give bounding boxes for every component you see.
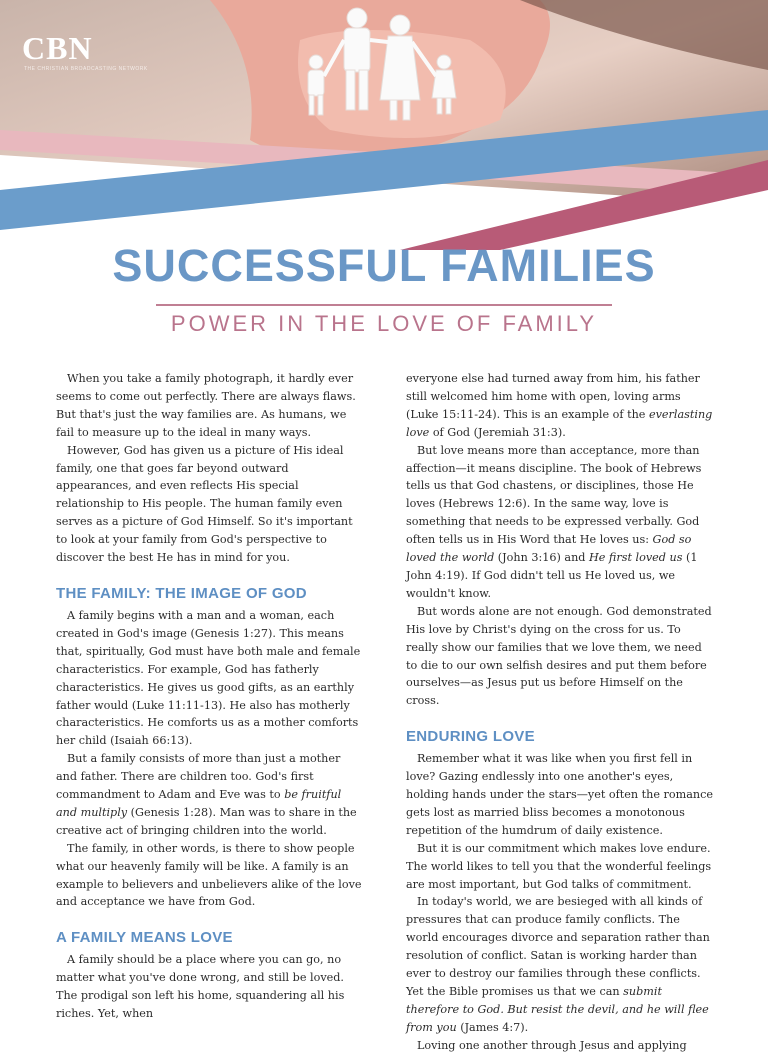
left-column <box>56 370 364 1023</box>
title-divider <box>156 304 612 306</box>
page-subtitle: POWER IN THE LOVE OF FAMILY <box>170 311 598 336</box>
right-column <box>406 370 714 1055</box>
love-paragraph-1: A family should be a place where you can go, no matter what you've done wrong, and still be loved. The prodigal son left his home, squandering all his riches. Yet, when <box>56 953 345 1021</box>
image-paragraph-3: The family, in other words, is there to show people what our heavenly family will be like. A family is an example to believers and unbelievers alike of the love and acceptance we have from God. <box>56 841 362 909</box>
cbn-logo: CBN <box>22 30 93 66</box>
heading-family-means-love: A FAMILY MEANS LOVE <box>56 929 233 947</box>
heading-enduring-love: ENDURING LOVE <box>406 728 535 746</box>
intro-paragraph-2: However, God has given us a picture of His ideal family, one that goes far beyond outward appearances, and even reflects His special relationship to His people. The human family even serves as a picture of God Himself. So it's important to look at your family from God's perspective to discover the best He has in mind for you. <box>56 443 353 565</box>
hero-image <box>0 0 768 250</box>
image-paragraph-1: A family begins with a man and a woman, each created in God's image (Genesis 1:27). This means that, spiritually, God must have both male and female characteristics. For example, God has fatherly characteristics. He gives us good gifts, as an earthly father would (Luke 11:11-13). He also has motherly characteristics. He comforts us as a mother comforts her child (Isaiah 66:13). <box>56 608 361 748</box>
image-paragraph-2: But a family consists of more than just a mother and father. There are children too. God's first commandment to Adam and Eve was to be fruitful and multiply (Genesis 1:28). Man was to share in the creative act of bringing children into the world. <box>56 752 357 837</box>
heading-image-of-god: THE FAMILY: THE IMAGE OF GOD <box>56 584 307 602</box>
intro-paragraph-1: When you take a family photograph, it hardly ever seems to come out perfectly. There are always flaws. But that's just the way families are. As humans, we fail to measure up to the ideal in many ways. <box>56 372 356 439</box>
enduring-paragraph-1: Remember what it was like when you first fell in love? Gazing endlessly into one another's eyes, holding hands under the stars—yet often the romance gets lost as married bliss becomes a monotonous repetition of the humdrum of daily existence. <box>406 752 713 837</box>
enduring-paragraph-4: Loving one another through Jesus and applying <box>417 1038 687 1052</box>
enduring-paragraph-2: But it is our commitment which makes love endure. The world likes to tell you that the wonderful feelings are most important, but God talks of commitment. <box>406 841 712 891</box>
enduring-paragraph-3: In today's world, we are besieged with all kinds of pressures that can produce family conflicts. The world encourages divorce and separation rather than resolution of conflict. Satan is working harder than ever to destroy our families through these conflicts. Yet the Bible promises us that we can submit therefore to God. But resist the devil, and he will flee from you (James 4:7). <box>406 895 710 1034</box>
love-paragraph-1-continued: everyone else had turned away from him, his father still welcomed him home with open, loving arms (Luke 15:11-24). This is an example of the everlasting love of God (Jeremiah 31:3). <box>406 372 713 439</box>
logo-tagline: THE CHRISTIAN BROADCASTING NETWORK <box>24 66 148 72</box>
page-title: SUCCESSFUL FAMILIES <box>112 240 656 291</box>
love-paragraph-3: But words alone are not enough. God demonstrated His love by Christ's dying on the cross for us. To really show our families that we love them, we need to die to our own selfish desires and put them before ourselves—as Jesus put us before Himself on the cross. <box>406 604 712 708</box>
love-paragraph-2: But love means more than acceptance, more than affection—it means discipline. The book of Hebrews tells us that God chastens, or disciplines, those He loves (Hebrews 12:6). In the same way, love is something that needs to be expressed verbally. God often tells us in His Word that He loves us: God so loved the world (John 3:16) and He first loved us (1 John 4:19). If God didn't tell us He loved us, we wouldn't know. <box>406 443 702 600</box>
